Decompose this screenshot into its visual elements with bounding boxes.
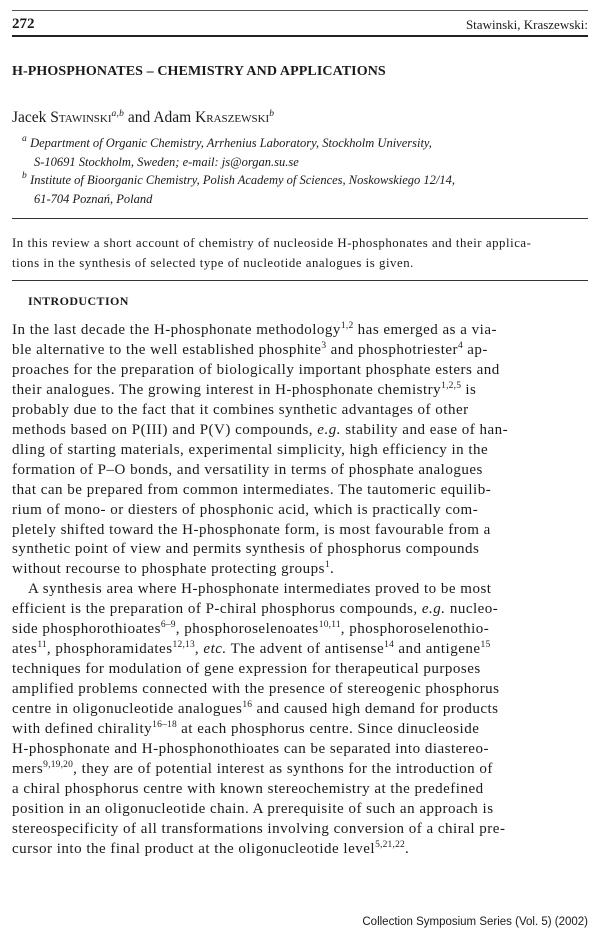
author-connector: and [124,109,154,126]
abstract-line: tions in the synthesis of selected type of nucleotide analogues is given. [12,255,414,270]
affiliation-marker: b [22,171,27,181]
affiliation-line: Institute of Bioorganic Chemistry, Polish Academy of Sciences, Noskowskiego 12/14, [26,173,456,187]
author-1-surname: Stawinski [50,109,112,126]
section-heading: INTRODUCTION [28,294,129,308]
affiliation-b [22,171,455,209]
text-line: side phosphorothioates$^{6-9}$, phosphoroselenoates$^{10,11}$, phosphoroselenothio- [12,620,490,638]
abstract-top-rule [12,218,588,219]
citation[interactable]: 1,2 [340,321,354,331]
text-line: techniques for modulation of gene expression for therapeutical purposes [12,661,481,678]
abstract-line: In this review a short account of chemistry of nucleoside H-phosphonates and their applica- [12,236,532,250]
text-line: H-phosphonate and H-phosphonothioates can be separated into diastereo- [12,741,489,758]
citation[interactable]: 16–18 [152,720,177,731]
running-head: Stawinski, Kraszewski: [465,17,588,32]
citation[interactable]: 5,21,22 [375,839,405,850]
text-line: a chiral phosphorus centre with known stereochemistry at the predefined [12,780,484,797]
author-2-surname: Kraszewski [195,109,270,126]
citation[interactable]: 15 [480,640,491,651]
citation[interactable]: 9,19,20 [43,759,74,770]
author-2-given: Adam [153,109,196,126]
abstract-bottom-rule [12,280,588,281]
citation[interactable]: 6–9 [160,620,176,631]
text-line: formation of P–O bonds, and versatility in terms of phosphate analogues [12,461,483,478]
affiliation-a [22,134,432,172]
text-line: without recourse to phosphate protecting groups$^1$. [12,560,335,578]
citation[interactable]: 16 [242,700,253,711]
text-line: amplified problems connected with the presence of stereogenic phosphorus [12,681,500,698]
text-line: rium of mono- or diesters of phosphonic acid, which is practically com- [12,501,479,518]
author-2-affil-marks: b [269,109,275,119]
text-line: ble alternative to the well established phosphite$^3$ and phosphotriester$^4$ ap- [12,340,488,358]
journal-footer: Collection Symposium Series (Vol. 5) (2002) [362,916,588,928]
text-line: proaches for the preparation of biologically important phosphate esters and [12,361,500,378]
citation[interactable]: 1 [325,560,330,571]
citation[interactable]: 14 [384,640,395,651]
abstract [12,234,588,273]
citation[interactable]: 4 [458,340,463,351]
text-line: centre in oligonucleotide analogues$^{16}$ and caused high demand for products [12,700,499,718]
page-number: 272 [12,16,35,32]
text-line: that can be prepared from common intermediates. The tautomeric equilib- [12,481,492,498]
citation[interactable]: 11 [37,640,47,651]
text-line: their analogues. The growing interest in H-phosphonate chemistry$^{1,2,5}$ is [12,380,477,398]
text-line: stereospecificity of all transformations involving conversion of a chiral pre- [12,820,506,837]
citation[interactable]: 10,11 [318,620,341,631]
text-line: methods based on P(III) and P(V) compounds, e.g. stability and ease of han- [12,421,509,438]
text-line: probably due to the fact that it combines synthetic advantages of other [12,401,469,418]
text-line: ates$^{11}$, phosphoramidates$^{12,13}$, etc. The advent of antisense$^{14}$ and antigene$^{15}$ [12,640,491,658]
text-line: dling of starting materials, experimental simplicity, high efficiency in the [12,441,489,458]
text-line: In the last decade the H-phosphonate methodology$^{1,2}$ has emerged as a via- [12,321,497,338]
body-text [12,321,588,860]
affiliation-line: 61-704 Poznań, Poland [34,192,153,206]
article-title: H-PHOSPHONATES – CHEMISTRY AND APPLICATIONS [12,64,386,79]
citation[interactable]: 3 [321,340,327,351]
citation[interactable]: 1,2,5 [441,380,462,391]
text-line: mers$^{9,19,20}$, they are of potential interest as synthons for the introduction of [12,759,493,777]
author-1-affil-marks: a,b [111,109,125,119]
affiliation-line: Department of Organic Chemistry, Arrhenius Laboratory, Stockholm University, [26,136,432,150]
citation[interactable]: 12,13 [172,640,195,651]
affiliation-line: S-10691 Stockholm, Sweden; e-mail: js@organ.su.se [34,155,299,169]
text-line: pletely shifted toward the H-phosphonate form, is most favourable from a [12,521,491,538]
affiliation-marker: a [22,134,27,144]
text-line: position in an oligonucleotide chain. A prerequisite of such an approach is [12,800,494,817]
author-1-given: Jacek [12,109,51,126]
text-line: cursor into the final product at the oligonucleotide level$^{5,21,22}$. [12,839,410,857]
running-header [12,10,588,37]
text-line: with defined chirality$^{16-18}$ at each phosphorus centre. Since dinucleoside [12,720,480,738]
text-line: A synthesis area where H-phosphonate intermediates proved to be most [28,581,492,598]
text-line: efficient is the preparation of P-chiral phosphorus compounds, e.g. nucleo- [12,601,499,618]
author-line [12,109,274,127]
text-line: synthetic point of view and permits synthesis of phosphorus compounds [12,541,480,558]
